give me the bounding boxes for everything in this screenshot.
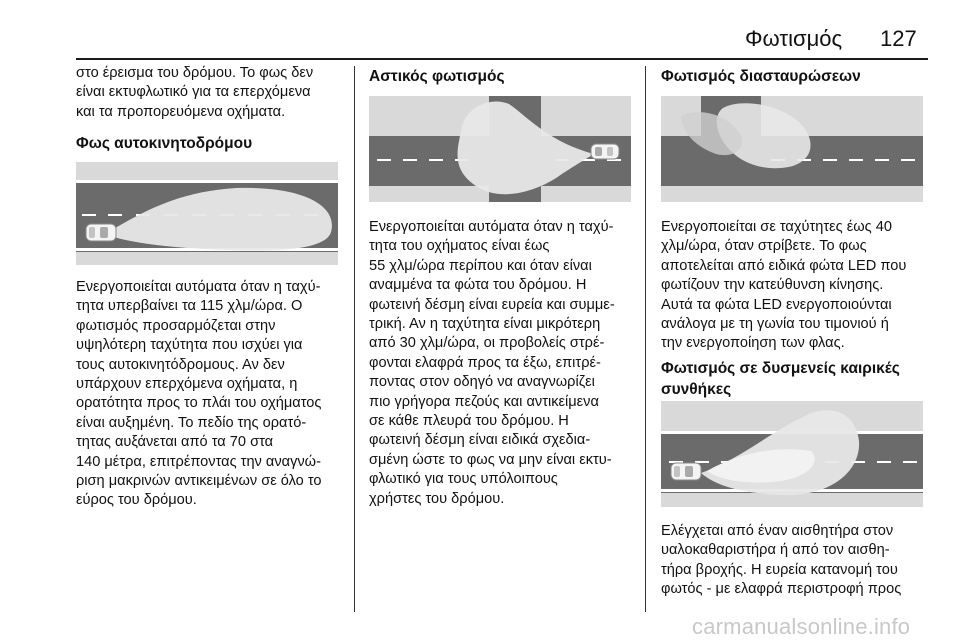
heading-line: Φωτισμός σε δυσμενείς καιρικές — [661, 360, 900, 377]
text-line: είναι αυξημένη. Το πεδίο της ορατό‐ — [76, 414, 307, 431]
text-line: Ενεργοποιείται σε ταχύτητες έως 40 — [661, 219, 892, 235]
text-line: τητας αυξάνεται από τα 70 στα — [76, 434, 274, 451]
text-line: τρική. Αν η ταχύτητα είναι μικρότερη — [369, 316, 601, 333]
text-line: τητα υπερβαίνει τα 115 χλμ/ώρα. Ο — [76, 298, 303, 315]
text-line: είναι εκτυφλωτικό για τα επερχόμενα — [76, 84, 311, 101]
text-line: ριση μακρινών αντικειμένων σε όλο το — [76, 473, 322, 490]
text-line: χρήστες του δρόμου. — [369, 490, 505, 507]
text-line: αναμμένα τα φώτα του δρόμου. Η — [369, 277, 587, 294]
text-line: τητα του οχήματος είναι έως — [369, 238, 550, 255]
col1-continuation — [76, 64, 313, 122]
illustration-city-light — [369, 96, 631, 202]
text-line: φωτεινή δέσμη είναι ειδικά σχεδια‐ — [369, 432, 591, 449]
text-line: πιο γρήγορα πεζούς και αντικείμενα — [369, 393, 599, 410]
text-line: ορατότητα προς το πλάι του οχήματος — [76, 395, 322, 412]
text-line: φωτεινή δέσμη είναι ευρεία και συμμε‐ — [369, 296, 615, 313]
section-heading-city: Αστικός φωτισμός — [369, 68, 505, 85]
col3-body2 — [661, 522, 901, 600]
text-line: από 30 χλμ/ώρα, οι προβολείς στρέ‐ — [369, 335, 605, 352]
text-line: φονται ελαφρά προς τα έξω, επιτρέ‐ — [369, 354, 601, 371]
text-line: ανάλογα με τη γωνία του τιμονιού ή — [661, 316, 889, 333]
text-line: υπάρχουν επερχόμενα οχήματα, η — [76, 376, 298, 393]
text-line: και τα προπορευόμενα οχήματα. — [76, 103, 286, 120]
watermark: carmanualsonline.info — [692, 614, 911, 639]
car-icon — [671, 463, 701, 480]
text-line: υψηλότερη ταχύτητα που ισχύει για — [76, 337, 303, 354]
text-line: στο έρεισμα του δρόμου. Το φως δεν — [76, 65, 314, 81]
text-line: εύρος του δρόμου. — [76, 492, 197, 509]
section-heading-highway: Φως αυτοκινητοδρόμου — [76, 135, 253, 152]
illustration-weather-light — [661, 401, 923, 507]
text-line: φωτίζουν την κατεύθυνση κίνησης. — [661, 277, 884, 294]
illustration-cornering-light — [661, 96, 923, 202]
text-line: Ελέγχεται από έναν αισθητήρα στον — [661, 523, 894, 539]
text-line: αποτελείται από ειδικά φώτα LED που — [661, 257, 907, 274]
col3-body1 — [661, 218, 906, 354]
text-line: υαλοκαθαριστήρα ή από τον αισθη‐ — [661, 542, 890, 559]
section-heading-weather — [661, 358, 900, 400]
text-line: τους αυτοκινητόδρομους. Αν δεν — [76, 356, 285, 373]
page-number: 127 — [880, 26, 917, 51]
page-title: Φωτισμός — [745, 26, 843, 51]
text-line: σμένη ώστε το φως να μην είναι εκτυ‐ — [369, 451, 612, 468]
car-icon — [591, 144, 619, 159]
text-line: φωτισμός προσαρμόζεται στην — [76, 317, 276, 334]
text-line: Αυτά τα φώτα LED ενεργοποιούνται — [661, 296, 892, 313]
text-line: Ενεργοποιείται αυτόματα όταν η ταχύ‐ — [369, 219, 614, 235]
text-line: ποντας στον οδηγό να αναγνωρίζει — [369, 374, 595, 391]
text-line: την ενεργοποίηση των φλας. — [661, 335, 845, 352]
text-line: φλωτικό για τους υπόλοιπους — [369, 471, 558, 488]
illustration-highway-light — [76, 162, 338, 265]
heading-line: συνθήκες — [661, 381, 732, 398]
text-line: 55 χλμ/ώρα περίπου και όταν είναι — [369, 257, 592, 274]
column-divider-1 — [354, 66, 355, 612]
column-divider-2 — [645, 66, 646, 612]
text-line: τήρα βροχής. Η ευρεία κατανομή του — [661, 561, 898, 578]
text-line: 140 μέτρα, επιτρέποντας την αναγνώ‐ — [76, 453, 321, 470]
text-line: φωτός - με ελαφρά περιστροφή προς — [661, 581, 902, 598]
text-line: χλμ/ώρα, όταν στρίβετε. Το φως — [661, 238, 867, 255]
header-rule — [76, 58, 928, 60]
col1-body — [76, 278, 322, 511]
section-heading-cornering: Φωτισμός διασταυρώσεων — [661, 68, 861, 85]
car-icon — [86, 224, 116, 241]
text-line: Ενεργοποιείται αυτόματα όταν η ταχύ‐ — [76, 279, 321, 295]
col2-body — [369, 218, 615, 509]
text-line: σε κάθε πλευρά του δρόμου. Η — [369, 413, 569, 430]
